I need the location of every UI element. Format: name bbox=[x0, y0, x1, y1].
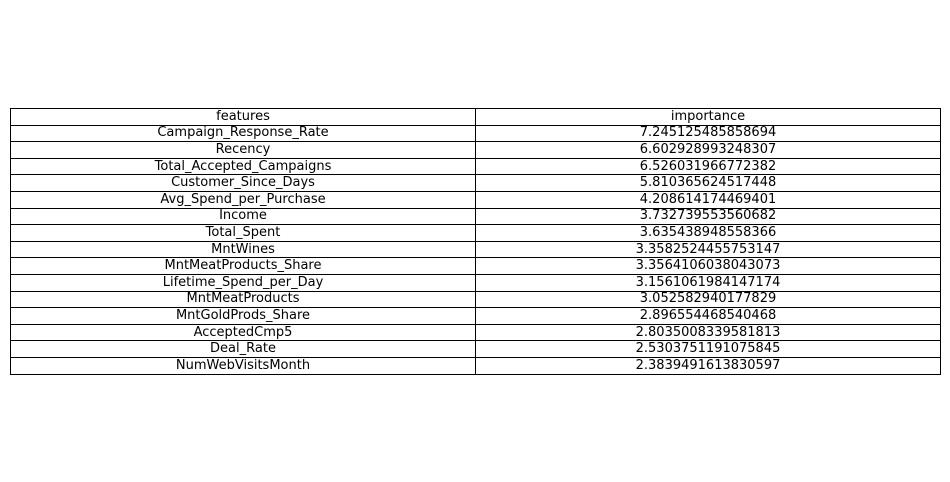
table-row bbox=[11, 191, 941, 208]
feature-name-cell: Income bbox=[11, 208, 476, 225]
table-row bbox=[11, 258, 941, 275]
feature-name-cell: Lifetime_Spend_per_Day bbox=[11, 274, 476, 291]
table-row bbox=[11, 357, 941, 374]
feature-name-cell: Recency bbox=[11, 142, 476, 159]
importance-value-cell: 6.602928993248307 bbox=[476, 142, 941, 159]
table-row bbox=[11, 125, 941, 142]
importance-value-cell: 3.635438948558366 bbox=[476, 225, 941, 242]
table-row bbox=[11, 208, 941, 225]
table-row bbox=[11, 241, 941, 258]
table-row bbox=[11, 158, 941, 175]
table-body bbox=[11, 125, 941, 374]
column-header-importance: importance bbox=[476, 109, 941, 126]
table-row bbox=[11, 274, 941, 291]
table-row bbox=[11, 142, 941, 159]
table-row bbox=[11, 225, 941, 242]
column-header-features: features bbox=[11, 109, 476, 126]
importance-value-cell: 2.8035008339581813 bbox=[476, 324, 941, 341]
feature-importance-table-container bbox=[10, 108, 940, 375]
feature-name-cell: MntGoldProds_Share bbox=[11, 308, 476, 325]
feature-name-cell: Total_Spent bbox=[11, 225, 476, 242]
table-row bbox=[11, 175, 941, 192]
importance-value-cell: 3.732739553560682 bbox=[476, 208, 941, 225]
importance-value-cell: 3.052582940177829 bbox=[476, 291, 941, 308]
table-row bbox=[11, 308, 941, 325]
feature-name-cell: MntWines bbox=[11, 241, 476, 258]
feature-name-cell: Customer_Since_Days bbox=[11, 175, 476, 192]
importance-value-cell: 6.526031966772382 bbox=[476, 158, 941, 175]
feature-name-cell: Campaign_Response_Rate bbox=[11, 125, 476, 142]
table-row bbox=[11, 291, 941, 308]
feature-name-cell: MntMeatProducts bbox=[11, 291, 476, 308]
feature-importance-table bbox=[10, 108, 941, 375]
importance-value-cell: 2.5303751191075845 bbox=[476, 341, 941, 358]
importance-value-cell: 2.3839491613830597 bbox=[476, 357, 941, 374]
feature-name-cell: Avg_Spend_per_Purchase bbox=[11, 191, 476, 208]
importance-value-cell: 7.245125485858694 bbox=[476, 125, 941, 142]
feature-name-cell: MntMeatProducts_Share bbox=[11, 258, 476, 275]
feature-name-cell: NumWebVisitsMonth bbox=[11, 357, 476, 374]
importance-value-cell: 3.3564106038043073 bbox=[476, 258, 941, 275]
feature-name-cell: Deal_Rate bbox=[11, 341, 476, 358]
feature-name-cell: AcceptedCmp5 bbox=[11, 324, 476, 341]
table-row bbox=[11, 324, 941, 341]
importance-value-cell: 2.896554468540468 bbox=[476, 308, 941, 325]
importance-value-cell: 3.1561061984147174 bbox=[476, 274, 941, 291]
importance-value-cell: 4.208614174469401 bbox=[476, 191, 941, 208]
table-header-row bbox=[11, 109, 941, 126]
table-row bbox=[11, 341, 941, 358]
importance-value-cell: 3.3582524455753147 bbox=[476, 241, 941, 258]
feature-name-cell: Total_Accepted_Campaigns bbox=[11, 158, 476, 175]
importance-value-cell: 5.810365624517448 bbox=[476, 175, 941, 192]
